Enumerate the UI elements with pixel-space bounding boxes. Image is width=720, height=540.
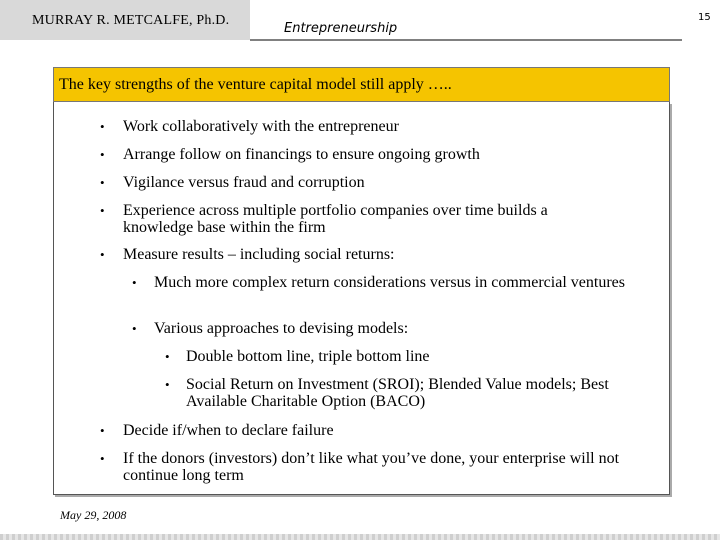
bullet-item (100, 146, 660, 163)
bullet-marker: • (100, 423, 105, 438)
bullet-marker: • (165, 377, 170, 392)
bullet-text: If the donors (investors) don’t like what you’ve done, your enterprise will not continue long term (123, 450, 620, 484)
bullet-item (100, 246, 660, 263)
bullet-item (100, 450, 660, 484)
header-subtitle: Entrepreneurship (284, 21, 398, 36)
sub-bullet-item (132, 320, 632, 337)
bullet-item (100, 118, 660, 135)
sub-sub-bullet-item (165, 348, 645, 365)
bullet-marker: • (100, 247, 105, 262)
bullet-marker: • (100, 451, 105, 466)
slide-title-bar (53, 67, 670, 102)
sub-bullet-item (165, 376, 645, 410)
bullet-text: Vigilance versus fraud and corruption (123, 174, 365, 191)
bullet-item (100, 174, 660, 191)
slide-title: The key strengths of the venture capital model still apply ….. (59, 76, 452, 93)
page-number: 15 (698, 12, 711, 23)
footer-date: May 29, 2008 (60, 508, 127, 522)
bullet-text: Experience across multiple portfolio companies over time builds a knowledge base within the firm (123, 202, 548, 236)
bullet-text: Social Return on Investment (SROI); Blended Value models; Best Available Charitable Option (BACO) (186, 376, 609, 410)
bullet-text: Much more complex return considerations versus in commercial ventures (154, 274, 625, 291)
bullet-marker: • (132, 321, 137, 336)
sub-bullet-item (132, 274, 632, 291)
bullet-marker: • (100, 119, 105, 134)
bullet-item (100, 422, 660, 439)
bullet-marker: • (165, 349, 170, 364)
bullet-text: Double bottom line, triple bottom line (186, 348, 430, 365)
bullet-marker: • (132, 275, 137, 290)
bullet-text: Measure results – including social returns: (123, 246, 395, 263)
bullet-text: Arrange follow on financings to ensure ongoing growth (123, 146, 480, 163)
bullet-marker: • (100, 147, 105, 162)
bullet-marker: • (100, 175, 105, 190)
bullet-text: Work collaboratively with the entrepreneur (123, 118, 399, 135)
bottom-decorative-strip (0, 534, 720, 540)
header-rule (250, 39, 682, 41)
bullet-text: Various approaches to devising models: (154, 320, 409, 337)
bullet-marker: • (100, 203, 105, 218)
header-author-panel (0, 0, 250, 40)
bullet-text: Decide if/when to declare failure (123, 422, 334, 439)
bullet-item (100, 202, 620, 236)
author-name: MURRAY R. METCALFE, Ph.D. (32, 13, 230, 28)
